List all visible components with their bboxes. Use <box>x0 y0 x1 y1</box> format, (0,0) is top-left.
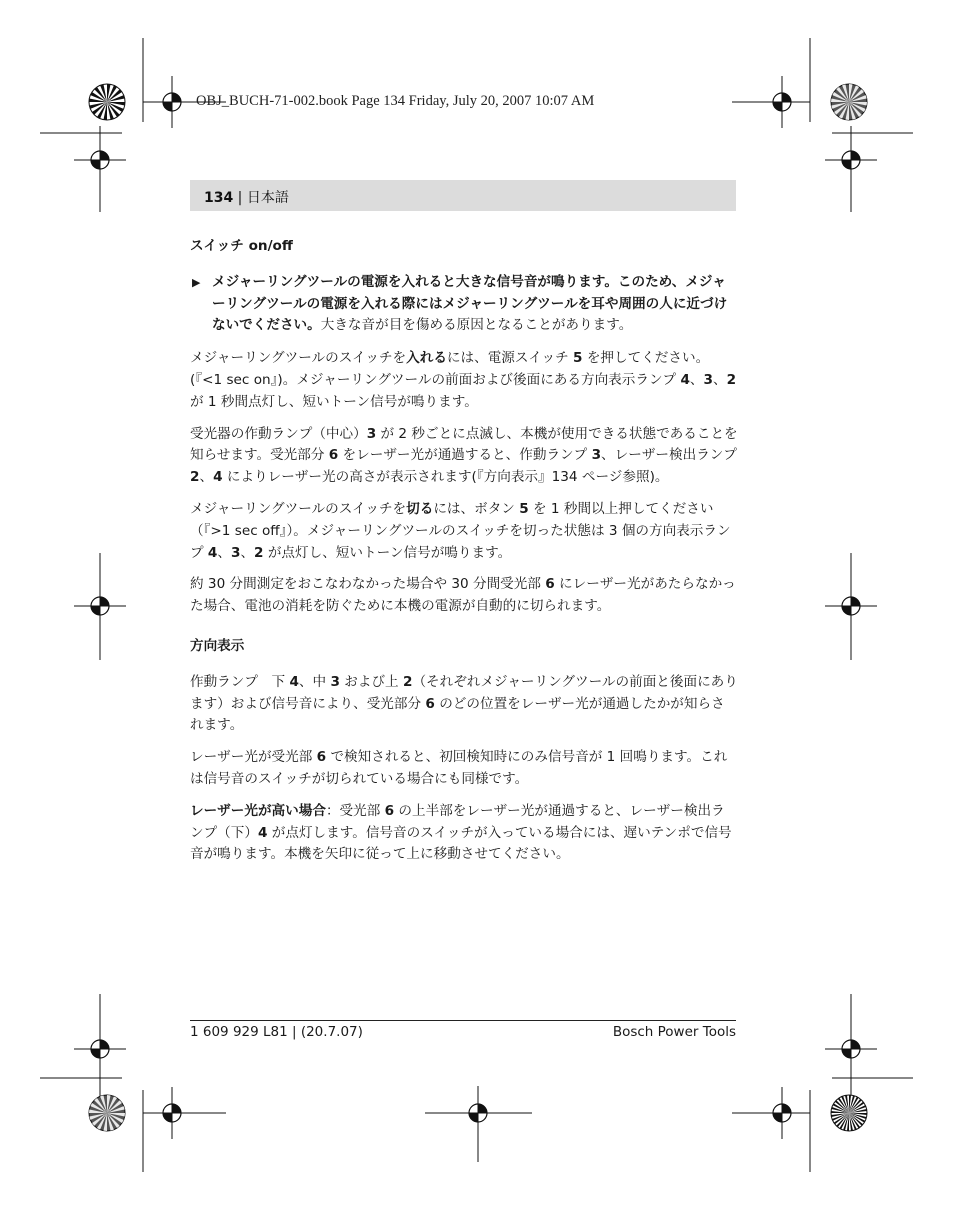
ref-number: 2 <box>190 469 200 486</box>
text-run: ：受光部 <box>325 802 385 819</box>
text-run-bold: 入れる <box>406 350 447 367</box>
text-run: のどの位置をレーザー光が通過したかが知らされます。 <box>190 695 725 734</box>
print-header: OBJ_BUCH-71-002.book Page 134 Friday, July 20, 2007 10:07 AM <box>196 93 595 109</box>
text-run: メジャーリングツールのスイッチを <box>190 500 407 517</box>
text-run: には、ボタン <box>433 500 520 517</box>
ref-number: 2 <box>726 371 737 388</box>
warning-normal-text: 大きな音が目を傷める原因となることがあります。 <box>320 317 633 334</box>
text-run: には、電源スイッチ <box>446 350 574 367</box>
text-run: によりレーザー光の高さが表示されます(『方向表示』134 ページ参照)。 <box>222 469 669 486</box>
ref-number: 2 <box>254 544 264 561</box>
ref-number: 6 <box>545 576 555 593</box>
ref-number: 4 <box>257 824 268 841</box>
paragraph-switch-on <box>190 348 738 413</box>
safety-warning <box>190 272 738 337</box>
ref-number: 6 <box>316 749 327 766</box>
registration-mark-icon <box>74 580 126 632</box>
ref-number: 3 <box>230 544 241 561</box>
text-run: レーザー光が受光部 <box>190 749 317 766</box>
text-run: および上 <box>339 673 403 690</box>
ref-number: 3 <box>366 425 377 442</box>
text-run-bold: 切る <box>406 500 434 517</box>
page-number: 134 <box>204 190 234 206</box>
warning-text <box>208 272 738 337</box>
text-run: 作動ランプ 下 <box>190 673 290 690</box>
text-run: 、 <box>689 371 704 388</box>
ref-number: 4 <box>213 469 223 486</box>
ref-number: 3 <box>703 371 713 388</box>
ref-number: 3 <box>330 673 340 690</box>
text-run-bold: レーザー光が高い場合 <box>190 802 326 819</box>
registration-mark-icon <box>825 134 877 186</box>
text-run: にレーザー光があたらなかった場合、電池の消耗を防ぐために本機の電源が自動的に切られます。 <box>190 576 736 615</box>
ref-number: 4 <box>207 544 218 561</box>
registration-mark-icon <box>74 134 126 186</box>
text-run: 、中 <box>298 673 331 690</box>
text-run: の上半部をレーザー光が通過すると、レーザー検出ランプ（下） <box>190 802 725 841</box>
ref-number: 6 <box>425 695 435 712</box>
registration-mark-icon <box>146 1087 198 1139</box>
star-target-icon <box>89 1095 125 1131</box>
ref-number: 5 <box>573 350 583 367</box>
footer-brand: Bosch Power Tools <box>612 1024 736 1040</box>
paragraph-auto-off <box>190 574 738 618</box>
text-run: が点灯します。信号音のスイッチが入っている場合には、遅いテンポで信号音が鳴ります。本機を矢印に従って上に移動させてください。 <box>190 824 732 863</box>
page-band-separator: | <box>233 190 247 206</box>
paragraph-laser-high <box>190 801 738 866</box>
text-run: をレーザー光が通過すると、作動ランプ <box>338 447 592 464</box>
page-header-band <box>190 180 736 211</box>
star-target-icon <box>89 84 125 120</box>
registration-mark-icon <box>756 1087 808 1139</box>
page-content <box>190 236 738 876</box>
footer-rule <box>190 1020 736 1021</box>
ref-number: 5 <box>519 500 529 517</box>
registration-mark-icon <box>74 1023 126 1075</box>
footer-document-number: 1 609 929 L81 | (20.7.07) <box>190 1024 363 1040</box>
text-run: を 1 秒間以上押してください（『>1 sec off』）。メジャーリングツールのスイッチを切った状態は 3 個の方向表示ランプ <box>190 500 731 561</box>
text-run: 、 <box>240 544 255 561</box>
ref-number: 4 <box>289 673 299 690</box>
text-run: 、レーザー検出ランプ <box>601 447 737 464</box>
ref-number: 2 <box>402 673 413 690</box>
paragraph-first-detection <box>190 747 738 791</box>
paragraph-operation-lamp <box>190 424 738 489</box>
text-run: メジャーリングツールのスイッチを <box>190 350 407 367</box>
text-run: （それぞれメジャーリングツールの前面と後面にあります）および信号音により、受光部分 <box>190 673 738 712</box>
paragraph-switch-off <box>190 499 738 564</box>
page-language: 日本語 <box>246 190 289 206</box>
warning-bold-text: メジャーリングツールの電源を入れると大きな信号音が鳴ります。このため、メジャーリングツールの電源を入れる際にはメジャーリングツールを耳や周囲の人に近づけないでください。 <box>212 273 728 334</box>
warning-bullet-icon: ▶ <box>192 275 201 289</box>
text-run: が 1 秒間点灯し、短いトーン信号が鳴ります。 <box>190 393 478 410</box>
section-heading-switch: スイッチ on/off <box>190 238 293 254</box>
text-run: が 2 秒ごとに点滅し、本機が使用できる状態であることを知らせます。受光部分 <box>190 425 738 464</box>
ref-number: 4 <box>680 371 690 388</box>
registration-mark-icon <box>825 580 877 632</box>
paragraph-direction-lamps <box>190 672 738 737</box>
registration-mark-icon <box>756 76 808 128</box>
registration-mark-icon <box>825 1023 877 1075</box>
text-run: を押してください。(『<1 sec on』)。メジャーリングツールの前面および後面にある方向表示ランプ <box>190 350 710 388</box>
registration-mark-icon <box>452 1087 504 1139</box>
section-heading-direction: 方向表示 <box>190 637 245 654</box>
star-target-icon <box>831 84 867 120</box>
text-run: 、 <box>199 469 214 486</box>
text-run: で検知されると、初回検知時にのみ信号音が 1 回鳴ります。これは信号音のスイッチが切られている場合にも同様です。 <box>190 749 728 787</box>
text-run: が点灯し、短いトーン信号が鳴ります。 <box>263 544 512 561</box>
ref-number: 6 <box>328 447 339 464</box>
text-run: 、 <box>712 371 727 388</box>
ref-number: 6 <box>384 802 395 819</box>
ref-number: 3 <box>591 447 602 464</box>
star-target-icon <box>831 1095 867 1131</box>
text-run: 、 <box>217 544 231 561</box>
text-run: 約 30 分間測定をおこなわなかった場合や 30 分間受光部 <box>190 576 546 593</box>
text-run: 受光器の作動ランプ（中心） <box>190 425 367 442</box>
registration-mark-icon <box>146 76 198 128</box>
